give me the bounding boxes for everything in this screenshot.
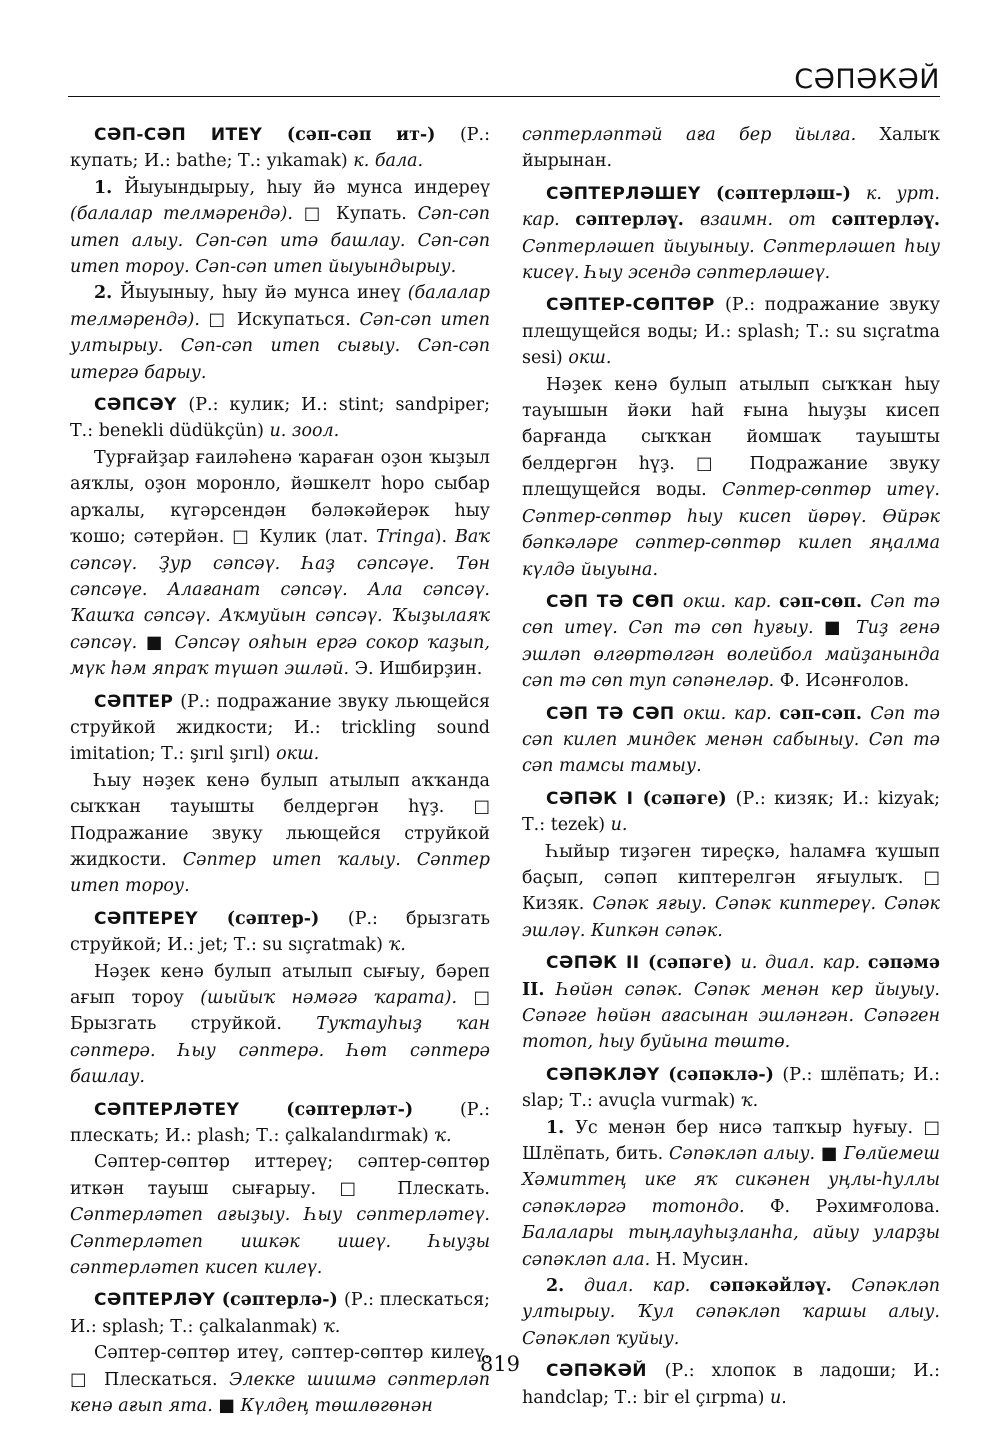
entry-sap-ta-sop: СӘП ТӘ СӨП окш. кар. сәп-сөп. Сәп тә сөп итеү. Сәп тә сөп һуғыу. ■ Тиҙ генә эшләп өлгөртөлгән волейбол майҙанында сәп тә сөп туп сәпәнеләр. Ф. Исәнғолов.: [522, 591, 941, 692]
entry-continuation: сәптерләптәй аға бер йылға. Халыҡ йырынан.: [522, 125, 940, 172]
entry-sapak-1: СӘПӘК I (сәпәге) (Р.: кизяк; И.: kizyak; Т.: tezek) и. Һыйыр тиҙәген тиреҫкә, һаламға ҡушып баҫып, сәпәп киптерелгән яғыулыҡ. □ Кизяк. Сәпәк яғыу. Сәпәк киптереү. Сәпәк эшләү. Кипкән сәпәк.: [522, 788, 940, 941]
entry-sapterlau: СӘПТЕРЛӘҮ (сәптерлә-) (Р.: плескаться; И.: splash; Т.: çalkalanmak) ҡ. Сәптер-сөптөр итеү, сәптер-сөптөр килеү. □ Плескаться. Элекке шишмә сәптерләп кенә ағып ята. ■ Күлдең төшлөгөнән: [70, 1290, 490, 1417]
entry-sap-sap-iteu: СӘП-СӘП ИТЕҮ (сәп-сәп ит-) (Р.: купать; И.: bathe; Т.: yıkamak) к. бала. 1. Йыуындырыу, һыу йә мунса индереү (балалар телмәрендә). □ Купать. Сәп-сәп итеп алыу. Сәп-сәп итә башлау. Сәп-сәп итеп тороу. Сәп-сәп итеп йыуындырыу. 2. Йыуыныу, һыу йә мунса инеү (балалар телмәрендә). □ Искупаться. Сәп-сәп итеп ултырыу. Сәп-сәп итеп сығыу. Сәп-сәп итергә барыу.: [70, 125, 491, 383]
entry-sapak-2: СӘПӘК II (сәпәге) и. диал. кар. сәпәмә II. Һөйән сәпәк. Сәпәк менән кер йыуыу. Сәпәге һөйән ағасынан эшләнгән. Сәпәген тотоп, һыу буйына төштө.: [522, 953, 940, 1053]
entry-sapterlasheu: СӘПТЕРЛӘШЕҮ (сәптерләш-) к. урт. кар. сәптерләү. взаимн. от сәптерләү. Сәптерләшеп йыуыныу. Сәптерләшеп һыу кисеү. Һыу эсендә сәптерләшеү.: [522, 183, 940, 284]
entry-sapakay: СӘПӘКӘЙ (Р.: хлопок в ладоши; И.: handclap; Т.: bir el çırpma) и.: [522, 1361, 940, 1408]
right-column: [522, 122, 940, 1417]
entry-sap-ta-sap: СӘП ТӘ СӘП окш. кар. сәп-сәп. Сәп тә сәп килеп миндек менән сабыныу. Сәп тә сәп тамсы тамыу.: [522, 703, 941, 777]
running-head: [68, 58, 940, 98]
header-rule: [68, 96, 940, 97]
running-head-title: СӘПӘКӘЙ: [794, 64, 940, 95]
left-column: [70, 122, 490, 1426]
entry-sapterlateu: СӘПТЕРЛӘТЕҮ (сәптерләт-) (Р.: плескать; И.: plash; Т.: çalkalandırmak) ҡ. Сәптер-сөптөр иттереү; сәптер-сөптөр иткән тауыш сығарыу. □ Плескать. Сәптерләтеп ағыҙыу. Һыу сәптерләтеү. Сәптерләтеп ишкәк ишеү. Һыуҙы сәптерләтеп кисеп килеү.: [70, 1099, 490, 1279]
entry-sapaklau: СӘПӘКЛӘҮ (сәпәклә-) (Р.: шлёпать; И.: slap; Т.: avuçla vurmak) ҡ. 1. Ус менән бер нисә тапҡыр һуғыу. □ Шлёпать, бить. Сәпәкләп алыу. ■ Гөлйемеш Хәмиттең ике яҡ сикәнен уңлы-һуллы сәпәкләргә тотондо. Ф. Рәхимғолова. Балалары тыңлауһыҙланһа, айыу уларҙы сәпәкләп ала. Н. Мусин. 2. диал. кар. сәпәкәйләү. Сәпәкләп ултырыу. Ҡул сәпәкләп ҡаршы алыу. Сәпәкләп ҡуйыу.: [522, 1064, 940, 1349]
entry-sapsau: СӘПСӘҮ (Р.: кулик; И.: stint; sandpiper; Т.: benekli düdükçün) и. зоол. Турғайҙар ғаиләһенә ҡараған оҙон ҡыҙыл аяҡлы, оҙон моронло, йәшкелт һоро сыбар арҡалы, күгәрсендән бәләкәйерәк һыу ҡошо; сәтерйән. □ Кулик (лат. Tringa). Ваҡ сәпсәү. Ҙур сәпсәү. Һаҙ сәпсәүе. Төн сәпсәүе. Алағанат сәпсәү. Ала сәпсәү. Ҡашҡа сәпсәү. Аҡмуйын сәпсәү. Ҡыҙылаяҡ сәпсәү. ■ Сәпсәү ояһын ергә сокор ҡаҙып, мүк һәм япраҡ түшәп эшләй. Э. Ишбирҙин.: [70, 395, 490, 680]
entry-sapter-soptor: СӘПТЕР-СӨПТӨР (Р.: подражание звуку плещущейся воды; И.: splash; Т.: su sıçratma sesi) окш. Нәҙек кенә булып атылып сыҡҡан һыу тауышын йәки һай ғына һыуҙы кисеп барғанда сыҡҡан йомшаҡ тауышты белдергән һүҙ. □ Подражание звуку плещущейся воды. Сәптер-сөптөр итеү. Сәптер-сөптөр һыу кисеп йөрөү. Өйрәк бәпкәләре сәптер-сөптөр килеп яңалма күлдә йыуына.: [522, 295, 940, 580]
page-number: 819: [479, 1352, 521, 1376]
entry-sapterau: СӘПТЕРЕҮ (сәптер-) (Р.: брызгать струйкой; И.: jet; Т.: su sıçratmak) ҡ. Нәҙек кенә булып атылып сығыу, бәреп ағып тороу (шыйыҡ нәмәгә ҡарата). □ Брызгать струйкой. Туҡтауһыҙ ҡан сәптерә. Һыу сәптерә. Һөт сәптерә башлау.: [70, 908, 490, 1088]
entry-sapter: СӘПТЕР (Р.: подражание звуку льющейся струйкой жидкости; И.: trickling sound imitation; Т.: şırıl şırıl) окш. Һыу нәҙек кенә булып атылып аҡҡанда сыҡҡан тауышты белдергән һүҙ. □ Подражание звуку льющейся струйкой жидкости. Сәптер итеп ҡалыу. Сәптер итеп тороу.: [70, 691, 490, 897]
